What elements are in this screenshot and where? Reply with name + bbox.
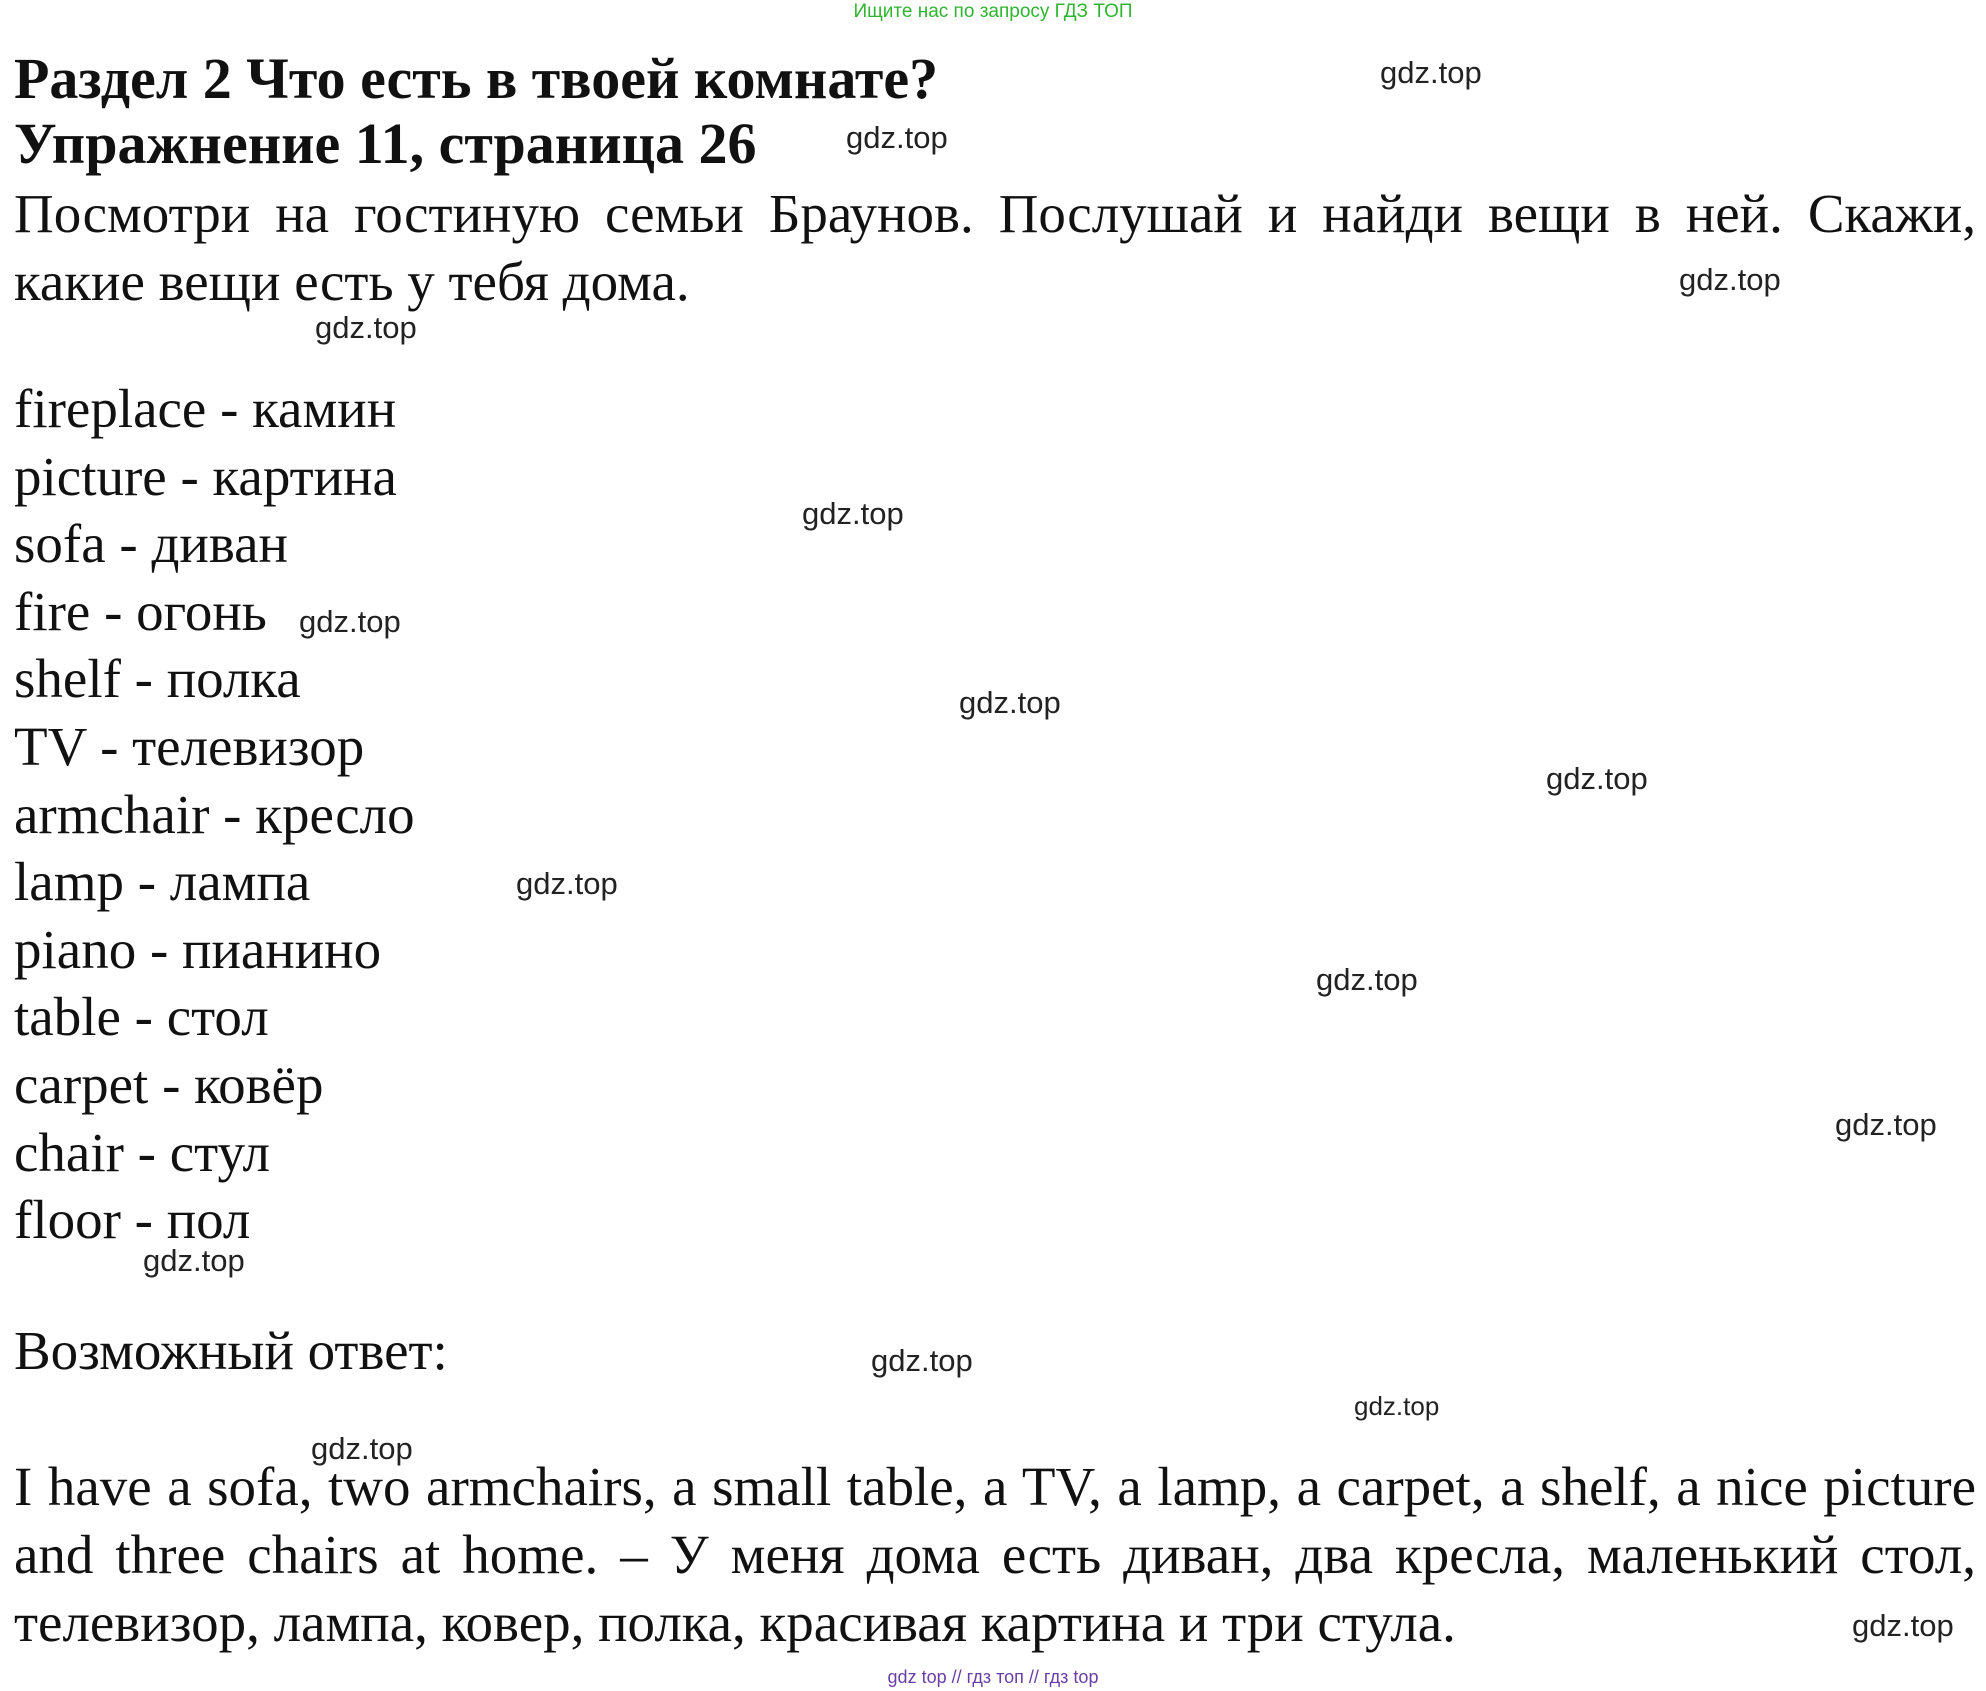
watermark: gdz.top <box>311 1431 413 1466</box>
watermark: gdz.top <box>143 1243 245 1278</box>
watermark: gdz.top <box>516 866 618 901</box>
vocab-item: fire - огонь <box>14 580 267 642</box>
answer-label: Возможный ответ: <box>14 1320 448 1381</box>
vocab-item: armchair - кресло <box>14 783 415 845</box>
watermark: gdz.top <box>1316 962 1418 997</box>
vocab-item: lamp - лампа <box>14 851 311 913</box>
vocab-item: chair - стул <box>14 1121 270 1183</box>
watermark: gdz.top <box>802 496 904 531</box>
vocab-item: shelf - полка <box>14 648 301 710</box>
answer-text: I have a sofa, two armchairs, a small table, a TV, a lamp, a carpet, a shelf, a nice picture and three chairs at home. – У меня дома есть диван, два кресла, маленький стол, телевизор, лампа, ковер, полка, красивая картина и три стула. <box>14 1456 1976 1653</box>
watermark: gdz.top <box>1679 262 1781 297</box>
vocab-item: floor - пол <box>14 1189 251 1251</box>
vocab-item: sofa - диван <box>14 513 288 575</box>
watermark: gdz.top <box>1546 761 1648 796</box>
vocab-item: fireplace - камин <box>14 378 397 439</box>
watermark: gdz.top <box>1852 1608 1954 1643</box>
task-text: Посмотри на гостиную семьи Браунов. Послушай и найди вещи в ней. Скажи, какие вещи есть у тебя дома. <box>14 183 1976 312</box>
vocab-item: piano - пианино <box>14 918 382 980</box>
vocabulary-list <box>14 375 415 1254</box>
vocab-item: picture - картина <box>14 445 397 507</box>
watermark: gdz.top <box>871 1343 973 1378</box>
top-banner: Ищите нас по запросу ГДЗ ТОП <box>853 1 1133 22</box>
watermark: gdz.top <box>959 685 1061 720</box>
section-title: Раздел 2 Что есть в твоей комнате? <box>14 46 939 111</box>
watermark: gdz.top <box>1354 1391 1440 1421</box>
watermark: gdz.top <box>1835 1107 1937 1142</box>
vocab-item: carpet - ковёр <box>14 1053 324 1115</box>
footer-links: gdz top // гдз топ // гдз top <box>887 1667 1099 1687</box>
watermark: gdz.top <box>846 120 948 155</box>
watermark: gdz.top <box>1380 55 1482 90</box>
vocab-item: TV - телевизор <box>14 715 365 777</box>
exercise-title: Упражнение 11, страница 26 <box>14 111 757 176</box>
vocab-item: table - стол <box>14 986 269 1048</box>
watermark: gdz.top <box>315 310 417 345</box>
watermark: gdz.top <box>299 604 401 639</box>
